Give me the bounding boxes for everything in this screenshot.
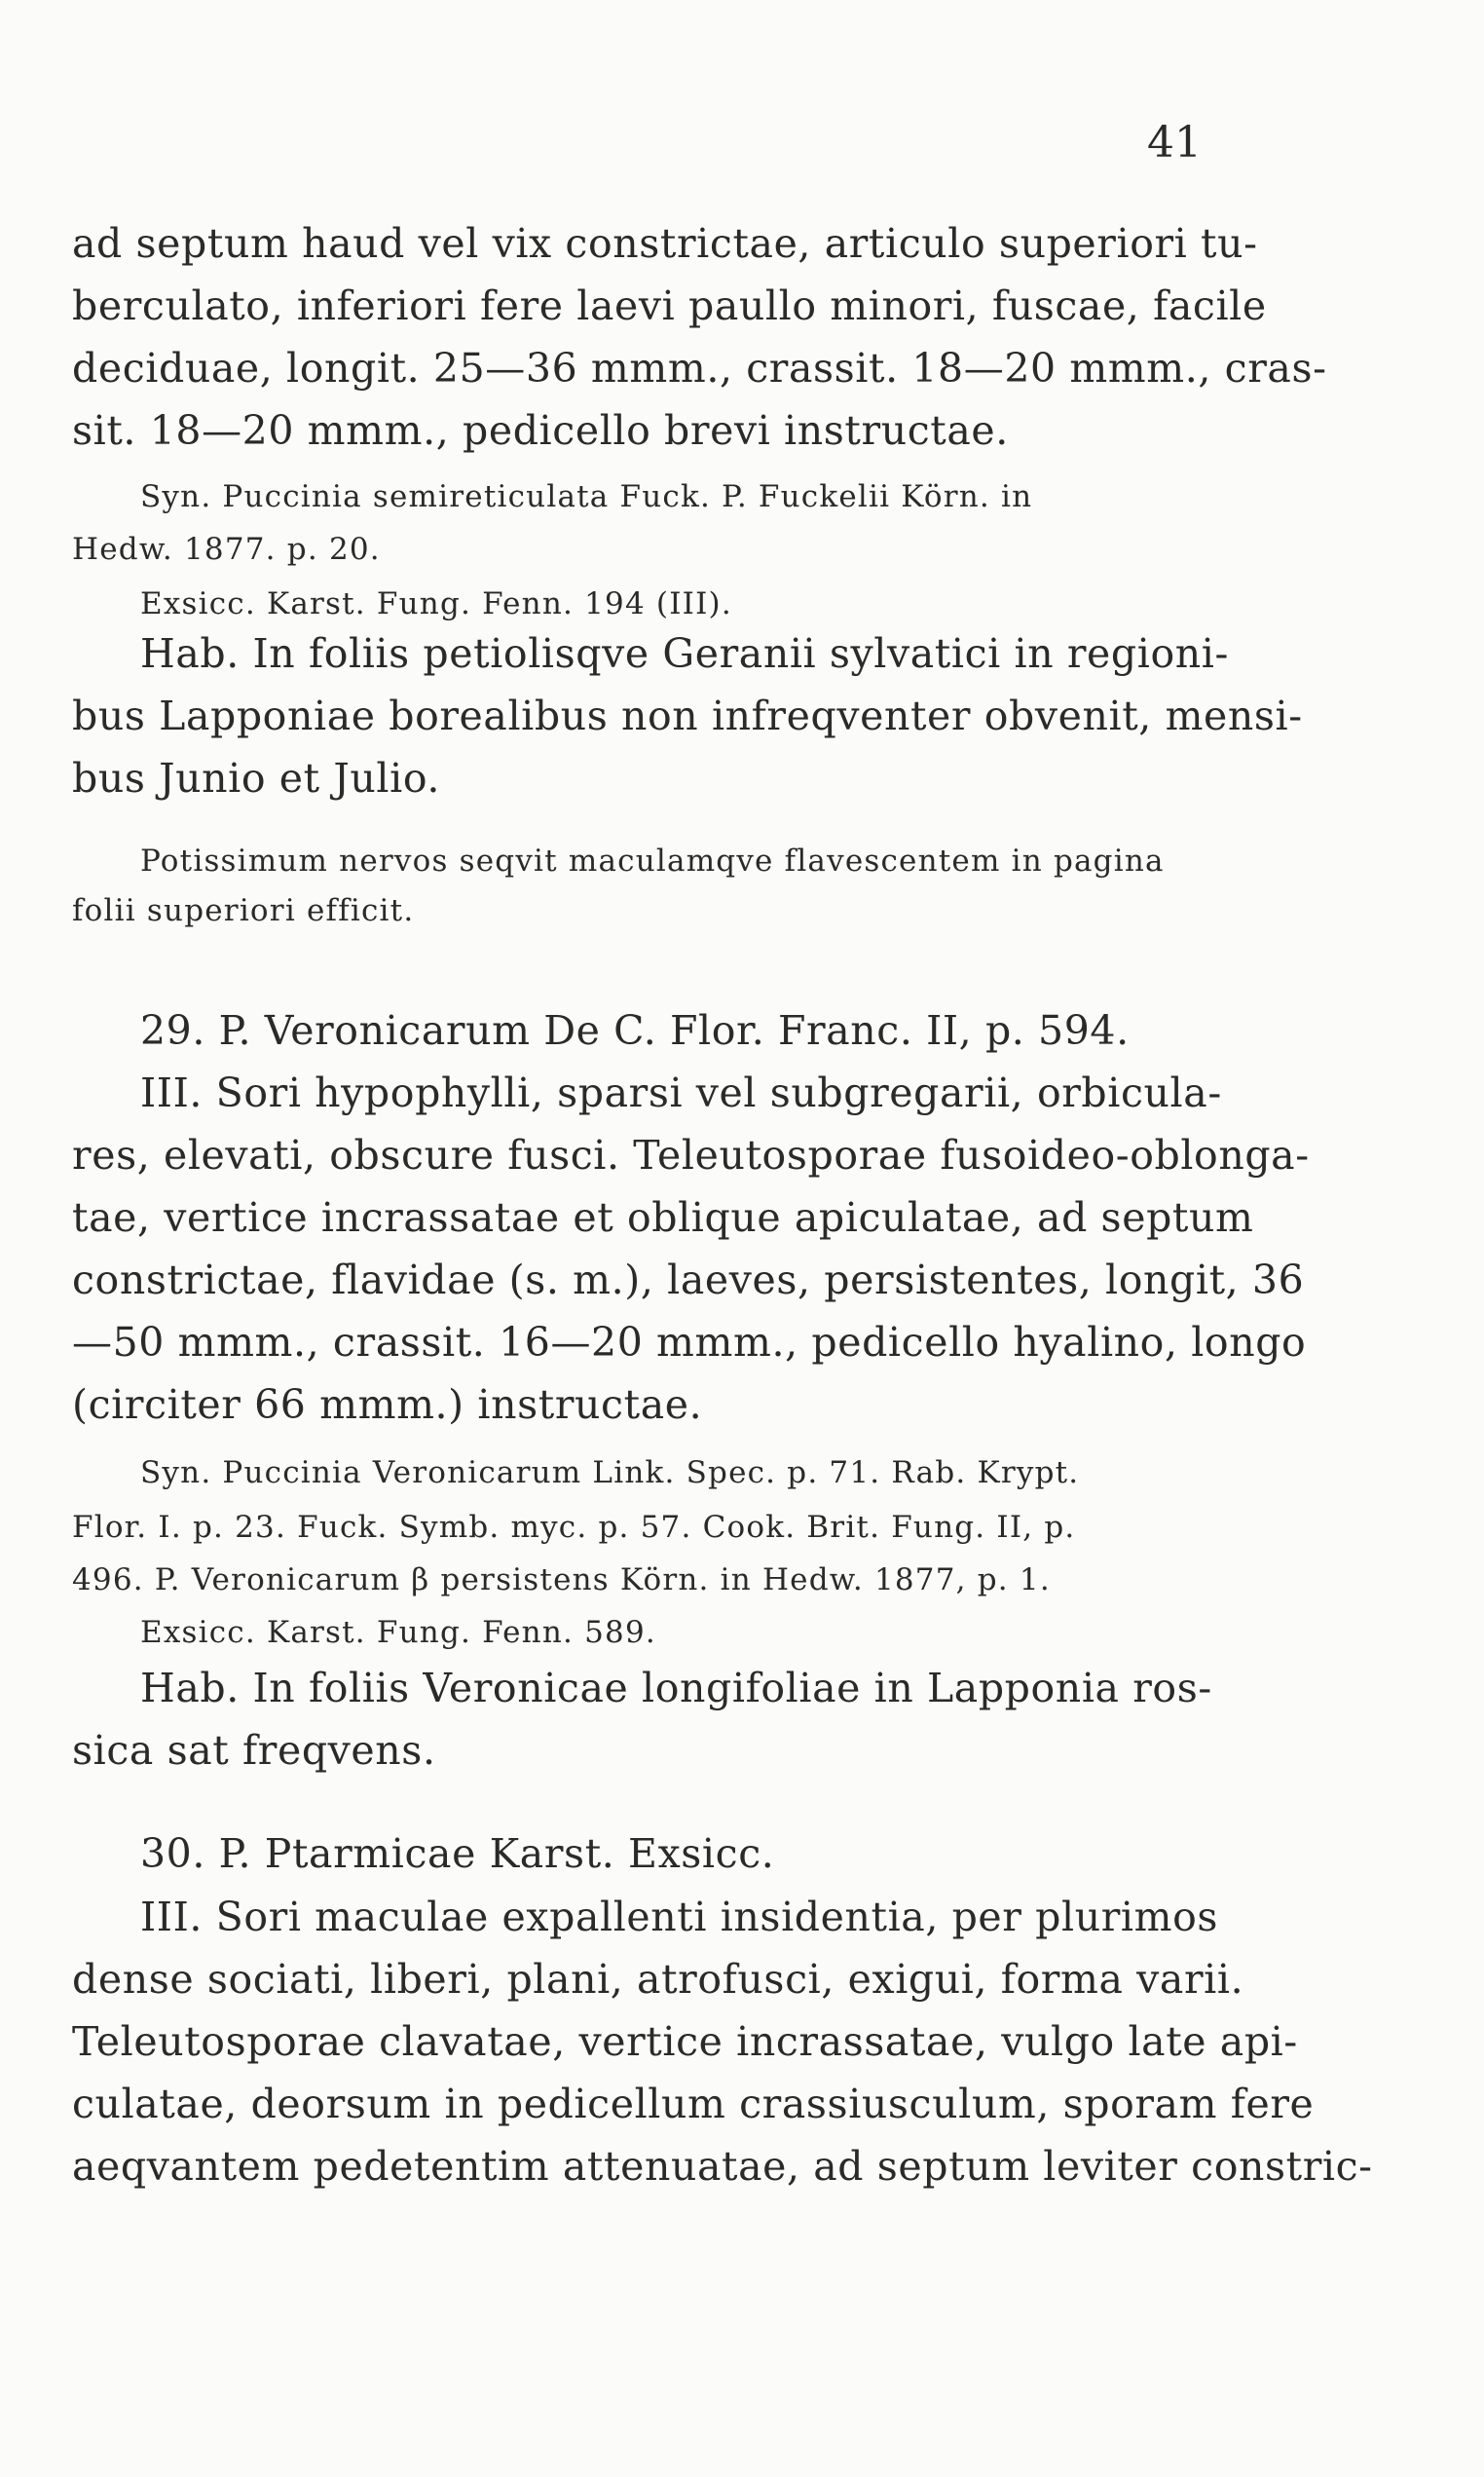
synonym-line: Syn. Puccinia Veronicarum Link. Spec. p. 71. Rab. Krypt. xyxy=(140,1455,1080,1490)
text-line: aeqvantem pedetentim attenuatae, ad septum leviter constric- xyxy=(72,2143,1373,2190)
text-line: berculato, inferiori fere laevi paullo minori, fuscae, facile xyxy=(72,282,1267,329)
text-line: dense sociati, liberi, plani, atrofusci, exigui, forma varii. xyxy=(72,1956,1244,2003)
text-line: res, elevati, obscure fusci. Teleutosporae fusoideo-oblonga- xyxy=(72,1132,1310,1179)
exsiccata-line: Exsicc. Karst. Fung. Fenn. 194 (III). xyxy=(140,586,732,621)
habitat-line: Hab. In foliis Veronicae longifoliae in Lapponia ros- xyxy=(140,1665,1212,1711)
text-line: ad septum haud vel vix constrictae, articulo superiori tu- xyxy=(72,220,1258,267)
note-line: folii superiori efficit. xyxy=(72,893,415,928)
page-number: 41 xyxy=(1147,118,1202,168)
synonym-line: Flor. I. p. 23. Fuck. Symb. myc. p. 57. Cook. Brit. Fung. II, p. xyxy=(72,1510,1076,1545)
synonym-line: Hedw. 1877. p. 20. xyxy=(72,532,381,567)
text-line: III. Sori hypophylli, sparsi vel subgregarii, orbicula- xyxy=(140,1070,1222,1116)
habitat-line: bus Junio et Julio. xyxy=(72,755,441,802)
text-line: culatae, deorsum in pedicellum crassiusculum, sporam fere xyxy=(72,2081,1315,2127)
text-line: sit. 18—20 mmm., pedicello brevi instructae. xyxy=(72,407,1009,454)
habitat-line: sica sat freqvens. xyxy=(72,1727,436,1774)
text-line: III. Sori maculae expallenti insidentia, per plurimos xyxy=(140,1894,1219,1940)
synonym-line: Syn. Puccinia semireticulata Fuck. P. Fuckelii Körn. in xyxy=(140,479,1033,514)
exsiccata-line: Exsicc. Karst. Fung. Fenn. 589. xyxy=(140,1615,656,1650)
habitat-line: Hab. In foliis petiolisqve Geranii sylvatici in regioni- xyxy=(140,630,1229,677)
species-heading: 30. P. Ptarmicae Karst. Exsicc. xyxy=(140,1830,775,1877)
text-line: deciduae, longit. 25—36 mmm., crassit. 18—20 mmm., cras- xyxy=(72,345,1327,392)
species-heading: 29. P. Veronicarum De C. Flor. Franc. II, p. 594. xyxy=(140,1007,1130,1054)
text-line: (circiter 66 mmm.) instructae. xyxy=(72,1381,703,1428)
synonym-line: 496. P. Veronicarum β persistens Körn. in Hedw. 1877, p. 1. xyxy=(72,1562,1051,1597)
text-line: —50 mmm., crassit. 16—20 mmm., pedicello hyalino, longo xyxy=(72,1319,1307,1366)
note-line: Potissimum nervos seqvit maculamqve flavescentem in pagina xyxy=(140,844,1165,879)
habitat-line: bus Lapponiae borealibus non infreqventer obvenit, mensi- xyxy=(72,693,1303,739)
text-line: Teleutosporae clavatae, vertice incrassatae, vulgo late api- xyxy=(72,2018,1298,2065)
text-line: tae, vertice incrassatae et oblique apiculatae, ad septum xyxy=(72,1194,1254,1241)
text-line: constrictae, flavidae (s. m.), laeves, persistentes, longit, 36 xyxy=(72,1257,1305,1303)
